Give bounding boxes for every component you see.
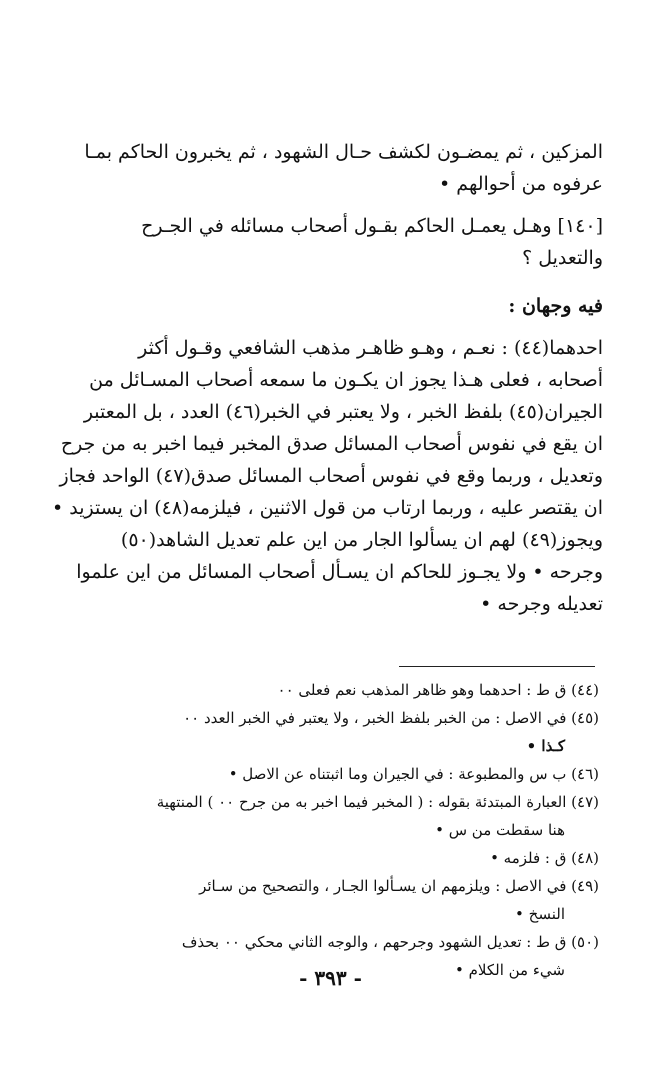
text-line: وجرحه • ولا يجـوز للحاكم ان يسـأل أصحاب المسائل من اين علموا [76, 561, 603, 583]
footnote: (٤٨) ق : فلزمه • [490, 849, 599, 867]
footnote: (٥٠) ق ط : تعديل الشهود وجرحهم ، والوجه الثاني محكي ٠٠ بحذف [181, 933, 599, 951]
text-line: المزكين ، ثم يمضـون لكشف حـال الشهود ، ثم يخبرون الحاكم بمـا [84, 141, 603, 163]
text-line: وتعديل ، وربما وقع في نفوس أصحاب المسائل صدق(٤٧) الواحد فجاز [59, 465, 603, 487]
text-line: ان يقع في نفوس أصحاب المسائل صدق المخبر فيما اخبر به من جرح [60, 433, 603, 455]
footnote-continuation: كـذا • [526, 737, 565, 755]
text-line: عرفوه من أحوالهم • [439, 173, 603, 195]
text-line: ويجوز(٤٩) لهم ان يسألوا الجار من اين علم تعديل الشاهد(٥٠) [120, 529, 603, 551]
footnote: (٤٦) ب س والمطبوعة : في الجيران وما اثبتناه عن الاصل • [228, 765, 599, 783]
footnote-continuation: شيء من الكلام • [455, 961, 565, 979]
text-line: تعديله وجرحه • [480, 593, 603, 615]
text-line: احدهما(٤٤) : نعـم ، وهـو ظاهـر مذهب الشافعي وقـول أكثر [138, 337, 603, 359]
text-line: الجيران(٤٥) بلفظ الخبر ، ولا يعتبر في الخبر(٤٦) العدد ، بل المعتبر [83, 401, 603, 423]
footnote: (٤٧) العبارة المبتدئة بقوله : ( المخبر فيما اخبر به من جرح ٠٠ ) المنتهية [156, 793, 599, 811]
footnote: (٤٩) في الاصل : ويلزمهم ان يسـألوا الجـار ، والتصحيح من سـائر [199, 877, 599, 895]
footnote-divider [399, 666, 595, 667]
footnote-continuation: النسخ • [515, 905, 565, 923]
section-heading: فيه وجهان : [508, 295, 603, 317]
text-line: أصحابه ، فعلى هـذا يجوز ان يكـون ما سمعه أصحاب المسـائل من [89, 369, 603, 391]
footnote: (٤٥) في الاصل : من الخبر بلفظ الخبر ، ولا يعتبر في الخبر العدد ٠٠ [183, 709, 599, 727]
text-line: والتعديل ؟ [522, 247, 603, 269]
question-line: [١٤٠] وهـل يعمـل الحاكم بقـول أصحاب مسائله في الجـرح [141, 215, 603, 237]
main-text [51, 136, 603, 620]
text-line: ان يقتصر عليه ، وربما ارتاب من قول الاثنين ، فيلزمه(٤٨) ان يستزيد • [51, 497, 603, 519]
page-number: - ٣٩٣ - [299, 966, 362, 990]
footnote: (٤٤) ق ط : احدهما وهو ظاهر المذهب نعم فعلى ٠٠ [277, 681, 599, 699]
footnotes [82, 676, 599, 984]
footnote-continuation: هنا سقطت من س • [435, 821, 565, 839]
